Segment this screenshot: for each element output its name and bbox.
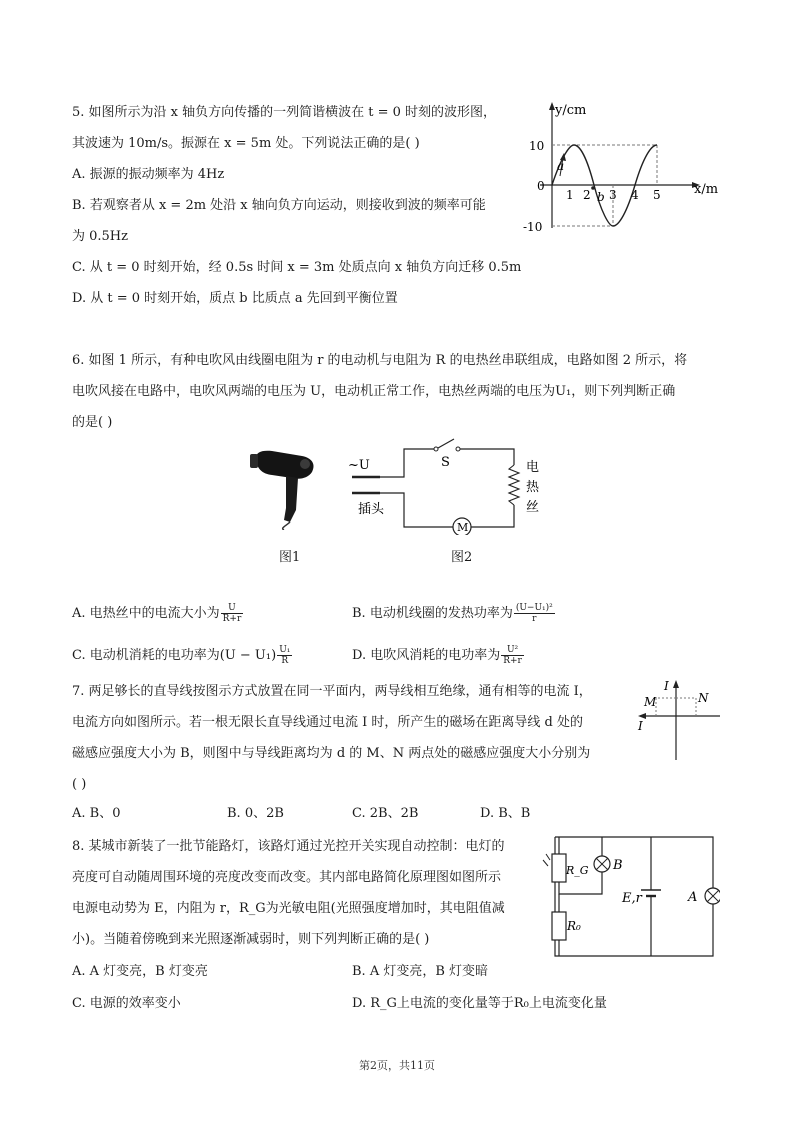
q7-line: ( ): [72, 777, 87, 792]
q6-option-c-text: C. 电动机消耗的电功率为(U − U₁): [72, 648, 277, 663]
q7-line: 7. 两足够长的直导线按图示方式放置在同一平面内，两导线相互绝缘，通有相等的电流 I，: [72, 684, 592, 699]
fig2-caption: 图2: [451, 550, 473, 565]
q8-option-b: B. A 灯变亮，B 灯变暗: [352, 964, 489, 979]
q6-option-a-text: A. 电热丝中的电流大小为: [72, 606, 220, 621]
q6-option-b-text: B. 电动机线圈的发热功率为: [352, 606, 513, 621]
q7-option-a: A. B、0: [72, 806, 121, 821]
q6-line: 6. 如图 1 所示，有种电吹风由线圈电阻为 r 的电动机与电阻为 R 的电热丝串联组成，电路如图 2 所示，将: [72, 353, 688, 368]
q8-option-c: C. 电源的效率变小: [72, 996, 181, 1011]
fig1-caption: 图1: [279, 550, 301, 565]
q8-line: 电源电动势为 E，内阻为 r，R_G为光敏电阻(光照强度增加时，其电阻值减: [72, 901, 505, 916]
q5-wave-graph: [515, 98, 730, 238]
q6-heater-label-1: 电: [526, 460, 540, 475]
q6-motor-label: M: [457, 521, 469, 534]
q7-current-top: I: [664, 679, 669, 693]
q5-tick-4: 4: [631, 188, 639, 202]
q6-line: 电吹风接在电路中，电吹风两端的电压为 U，电动机正常工作，电热丝两端的电压为U₁，则下列判断正确: [72, 384, 676, 399]
q5-option-b-cont: 为 0.5Hz: [72, 229, 128, 244]
frac-num: U₁: [279, 645, 291, 655]
q5-line: 其波速为 10m/s。振源在 x = 5m 处。下列说法正确的是( ): [72, 136, 420, 151]
frac-num: U: [221, 603, 244, 614]
q7-option-d: D. B、B: [480, 806, 531, 821]
q6-option-c-frac: [277, 645, 292, 666]
q5-point-a: a: [557, 159, 565, 173]
q7-option-b: B. 0、2B: [227, 806, 284, 821]
q8-circuit-diagram: [540, 832, 720, 960]
frac-num: U²: [501, 645, 524, 656]
q8-option-a: A. A 灯变亮，B 灯变亮: [72, 964, 208, 979]
q5-y-label: y/cm: [555, 103, 587, 118]
q7-point-m: M: [644, 695, 657, 709]
q6-plug-label: 插头: [358, 502, 385, 517]
q5-option-b: B. 若观察者从 x = 2m 处沿 x 轴向负方向运动，则接收到波的频率可能: [72, 198, 486, 213]
q7-wires-diagram: [634, 676, 730, 762]
q5-tick-1: 1: [566, 188, 574, 202]
q7-text: [72, 676, 632, 800]
q8-line: 亮度可自动随周围环境的亮度改变而改变。其内部电路简化原理图如图所示: [72, 870, 502, 885]
q6-option-b-frac: [514, 603, 555, 624]
q5-line: 5. 如图所示为沿 x 轴负方向传播的一列简谐横波在 t = 0 时刻的波形图，: [72, 105, 497, 120]
q5-y-top: 10: [529, 139, 545, 153]
frac-num: (U−U₁)²: [515, 603, 553, 613]
q8-option-d: D. R_G上电流的变化量等于R₀上电流变化量: [352, 996, 607, 1011]
q8-line: 小)。当随着傍晚到来光照逐渐减弱时，则下列判断正确的是( ): [72, 932, 430, 947]
q6-option-a: [72, 603, 244, 624]
q6-heater-label-2: 热: [526, 480, 540, 495]
q8-e-label: E,r: [622, 891, 642, 906]
q8-text: [72, 831, 552, 955]
q5-x-label: x/m: [694, 182, 719, 197]
q6-source-label: ~U: [348, 458, 370, 473]
q6-switch-label: S: [441, 455, 450, 470]
q5-tick-2: 2: [583, 188, 591, 202]
frac-den: R+r: [222, 614, 242, 624]
hair-dryer-image: [250, 448, 320, 530]
q6-option-a-frac: [221, 603, 244, 624]
q5-tick-5: 5: [653, 188, 661, 202]
q5-origin: 0: [537, 179, 545, 193]
frac-den: R: [281, 656, 289, 666]
page-footer: 第2页，共11页: [359, 1059, 435, 1072]
q7-option-c: C. 2B、2B: [352, 806, 419, 821]
q5-y-bottom: -10: [523, 220, 543, 234]
q6-text: [72, 345, 732, 438]
q7-line: 磁感应强度大小为 B，则图中与导线距离均为 d 的 M、N 两点处的磁感应强度大小分别为: [72, 746, 591, 761]
q6-circuit-diagram: [342, 435, 557, 535]
q8-line: 8. 某城市新装了一批节能路灯，该路灯通过光控开关实现自动控制：电灯的: [72, 839, 505, 854]
q6-option-d-text: D. 电吹风消耗的电功率为: [352, 648, 501, 663]
q6-option-c: [72, 645, 293, 666]
q6-option-b: [352, 603, 556, 624]
q5-text: [72, 97, 545, 314]
q5-option-a: A. 振源的振动频率为 4Hz: [72, 167, 225, 182]
q6-option-d: [352, 645, 525, 666]
q5-point-b: b: [597, 190, 605, 204]
q6-heater-label-3: 丝: [526, 500, 540, 515]
q7-current-left: I: [638, 719, 643, 733]
q5-option-c: C. 从 t = 0 时刻开始，经 0.5s 时间 x = 3m 处质点向 x 轴负方向迁移 0.5m: [72, 260, 522, 275]
q8-rg-label: R_G: [566, 864, 589, 877]
q8-r0-label: R₀: [567, 919, 581, 933]
q6-option-d-frac: [501, 645, 524, 666]
q8-a-label: A: [688, 890, 698, 905]
frac-den: R+r: [503, 656, 522, 666]
q6-line: 的是( ): [72, 415, 113, 430]
q7-point-n: N: [698, 691, 709, 705]
q8-b-label: B: [613, 858, 623, 873]
q7-line: 电流方向如图所示。若一根无限长直导线通过电流 I 时，所产生的磁场在距离导线 d 处的: [72, 715, 583, 730]
frac-den: r: [532, 614, 537, 624]
q5-tick-3: 3: [609, 188, 617, 202]
q5-option-d: D. 从 t = 0 时刻开始，质点 b 比质点 a 先回到平衡位置: [72, 291, 398, 306]
